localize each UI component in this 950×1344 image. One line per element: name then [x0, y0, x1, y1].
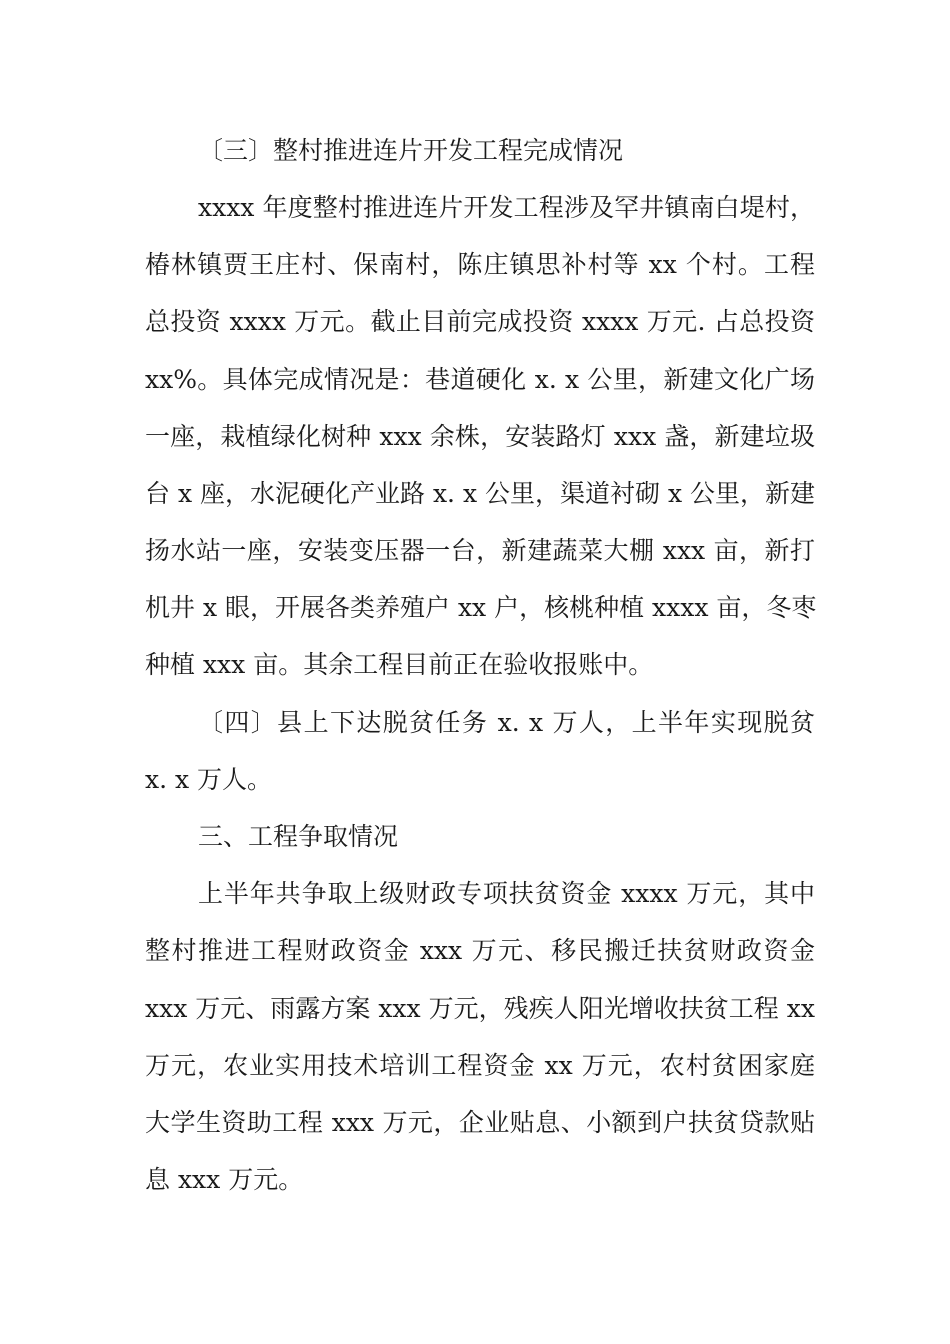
paragraph-line: 〔四〕县上下达脱贫任务 x. x 万人，上半年实现脱贫	[198, 708, 815, 737]
paragraph-line: 万元，农业实用技术培训工程资金 xx 万元，农村贫困家庭	[145, 1051, 815, 1080]
paragraph-line: xxxx 年度整村推进连片开发工程涉及罕井镇南白堤村，	[198, 193, 815, 222]
paragraph-line: 种植 xxx 亩。其余工程目前正在验收报账中。	[145, 650, 654, 679]
section-heading: 三、工程争取情况	[198, 822, 399, 851]
paragraph-line: x. x 万人。	[145, 765, 273, 794]
paragraph-line: 总投资 xxxx 万元。截止目前完成投资 xxxx 万元. 占总投资	[145, 307, 815, 336]
paragraph-line: 上半年共争取上级财政专项扶贫资金 xxxx 万元，其中	[198, 879, 815, 908]
paragraph-line: 一座，栽植绿化树种 xxx 余株，安装路灯 xxx 盏，新建垃圾	[145, 422, 815, 451]
paragraph-line: 整村推进工程财政资金 xxx 万元、移民搬迁扶贫财政资金	[145, 936, 815, 965]
paragraph-line: 机井 x 眼，开展各类养殖户 xx 户，核桃种植 xxxx 亩，冬枣	[145, 593, 817, 622]
paragraph-line: 椿林镇贾王庄村、保南村，陈庄镇思补村等 xx 个村。工程	[145, 250, 815, 279]
paragraph-line: 台 x 座，水泥硬化产业路 x. x 公里，渠道衬砌 x 公里，新建	[145, 479, 815, 508]
paragraph-line: xxx 万元、雨露方案 xxx 万元，残疾人阳光增收扶贫工程 xx	[145, 994, 815, 1023]
section-heading: 〔三〕整村推进连片开发工程完成情况	[198, 136, 624, 165]
paragraph-line: xx%。具体完成情况是：巷道硬化 x. x 公里，新建文化广场	[145, 365, 815, 394]
paragraph-line: 扬水站一座，安装变压器一台，新建蔬菜大棚 xxx 亩，新打	[145, 536, 815, 565]
paragraph-line: 息 xxx 万元。	[145, 1165, 304, 1194]
paragraph-line: 大学生资助工程 xxx 万元，企业贴息、小额到户扶贫贷款贴	[145, 1108, 815, 1137]
